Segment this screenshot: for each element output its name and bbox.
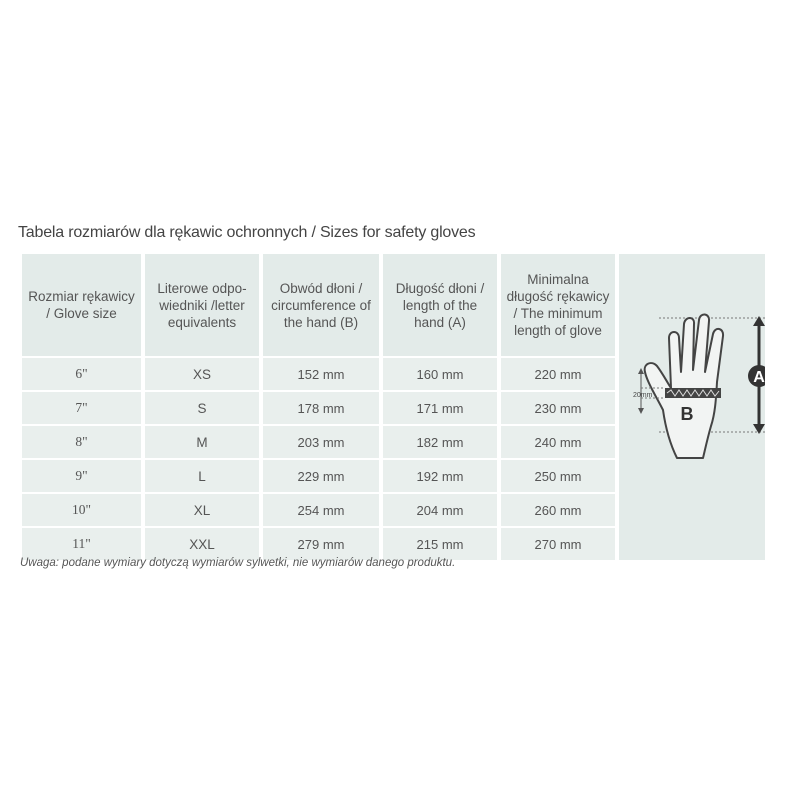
table-cell: 7" (22, 392, 141, 424)
table-cell: 160 mm (383, 358, 497, 390)
table-cell: 9" (22, 460, 141, 492)
table-cell: 240 mm (501, 426, 615, 458)
measure-label: 20mm (633, 392, 653, 399)
table-cell: 178 mm (263, 392, 379, 424)
table-cell: 230 mm (501, 392, 615, 424)
table-cell: 203 mm (263, 426, 379, 458)
table-cell: 152 mm (263, 358, 379, 390)
table-title: Tabela rozmiarów dla rękawic ochronnych / Sizes for safety gloves (18, 224, 476, 241)
table-cell: 10" (22, 494, 141, 526)
table-cell: 11" (22, 528, 141, 560)
table-cell: 204 mm (383, 494, 497, 526)
table-cell: 182 mm (383, 426, 497, 458)
hand-diagram-cell (619, 254, 765, 560)
hand-outline (645, 314, 723, 458)
table-cell: 215 mm (383, 528, 497, 560)
table-cell: 270 mm (501, 528, 615, 560)
table-cell: 279 mm (263, 528, 379, 560)
size-table (22, 254, 765, 560)
table-cell: M (145, 426, 259, 458)
header-circumference: Obwód dłoni / circumference of the hand (B) (263, 254, 379, 356)
table-cell: XXL (145, 528, 259, 560)
footnote: Uwaga: podane wymiary dotyczą wymiarów sylwetki, nie wymiarów danego produktu. (20, 557, 456, 569)
label-a: A (753, 369, 765, 386)
header-min-glove-length: Minimalna długość rękawicy / The minimum length of glove (501, 254, 615, 356)
table-cell: 250 mm (501, 460, 615, 492)
table-cell: 6" (22, 358, 141, 390)
header-glove-size: Rozmiar rękawicy / Glove size (22, 254, 141, 356)
header-letter-equivalents: Literowe odpo-wiedniki /letter equivalents (145, 254, 259, 356)
table-cell: 8" (22, 426, 141, 458)
table-cell: 171 mm (383, 392, 497, 424)
table-cell: 229 mm (263, 460, 379, 492)
table-cell: 254 mm (263, 494, 379, 526)
hand-diagram (619, 254, 765, 548)
header-hand-length: Długość dłoni / length of the hand (A) (383, 254, 497, 356)
label-b: B (680, 404, 694, 424)
table-cell: L (145, 460, 259, 492)
table-cell: 220 mm (501, 358, 615, 390)
table-cell: XS (145, 358, 259, 390)
table-cell: 192 mm (383, 460, 497, 492)
table-cell: XL (145, 494, 259, 526)
table-cell: S (145, 392, 259, 424)
table-cell: 260 mm (501, 494, 615, 526)
